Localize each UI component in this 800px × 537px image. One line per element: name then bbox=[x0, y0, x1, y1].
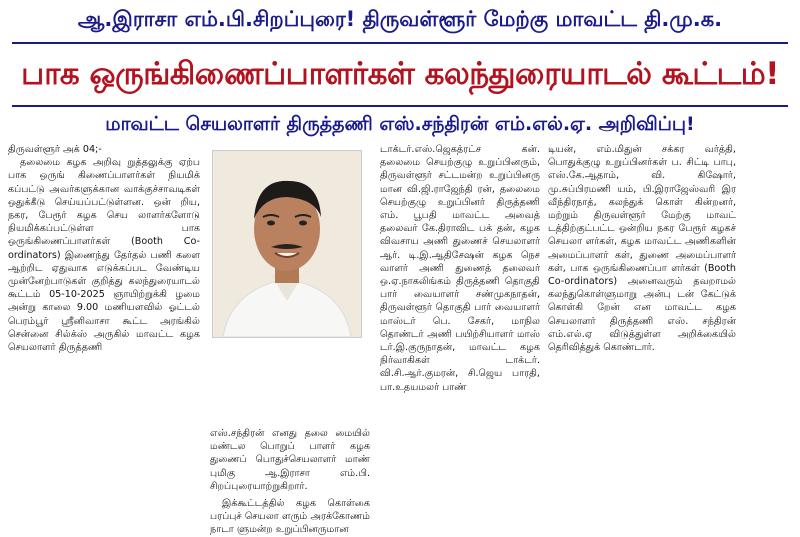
article-column-4 bbox=[548, 143, 736, 354]
article-paragraph: தலைமை கழக அறிவு றுத்தலுக்கு ஏற்ப பாக ஒருங் கிணைப்பாளர்கள் நியமிக் கப்பட்டு அவர்களுக்கான வாக்குச்சாவடிகள் ஒதுக்கீடு செய்யப்பட்டுள்ளன. ஒன் றிய, நகர, பேரூர் கழக செய லாளர்களோடு நியமிக்கப்பட்டுள்ள பாக ஒருங்கிணைப்பாளர்கள் (Booth Co-ordinators) இணைந்து தேர்தல் பணி களை ஆற்றிட ஏதுவாக எடுக்கப்பட வேண்டிய முன்னேற்பாடுகள் குறித்து கலந்துரையாடல் கூட்டம் 05-10-2025 ஞாயிற்றுக்கி ழமை அன்று காலை 9.00 மணியளவில் ஓட்டல் பெரம்பூர் ஸ்ரீனிவாசா கூட்ட அரங்கில் சென்னை சில்க்ஸ் அருகில் மாவட்ட கழக செயலாளர் திருத்தணி bbox=[8, 157, 200, 354]
portrait-photo bbox=[212, 150, 362, 338]
top-headline: ஆ.இராசா எம்.பி.சிறப்புரை! திருவள்ளூர் மேற்கு மாவட்ட தி.மு.க. bbox=[77, 6, 723, 31]
article-paragraph: டாக்டர்.எஸ்.ஜெகத்ரட்ச கன். தலைமை செயற்குழு உறுப்பினரும், திருவள்ளூர் சட்டமன்ற உறுப்பினரு மான வி.ஜி.ராஜேந்தி ரன், தலைமை செயற்குழு உறுப்பினர் திருத்தணி எம். பூபதி மாவட்ட அவைத் தலைவர் கே.திராவிட பக் தன், கழக விவசாய அணி துணைச் செயலாளர் ஆர். டி.இ.ஆதிசேஷன் கழக நெச வாளர் அணி துணைத் தலைவர் ஒ.ஏ.நாகலிங்கம் திருத்தணி தொகுதி பார் வையாளர் சண்முகநாதன், திருவள்ளூர் தொகுதி பார் வையாளர் மாஸ்டர் பெ. சேகர், மாநில தொண்டர் அணி பயிற்சியாளர் மாஸ் டர்.இ.குருநாதன், மாவட்ட கழக நிர்வாகிகள் டாக்டர். வி.சி.ஆர்.குமரன், சி.ஜெய பாரதி, பா.உதயமலர் பாண் bbox=[380, 144, 540, 393]
article-paragraph: டியன், எம்.மிதுன் சக்கர வர்த்தி, பொதுக்குழு உறுப்பினர்கள் ப. சிட்டி பாபு, எஸ்.கே.ஆதாம், வி. கிஷோர், மு.சுப்பிரமணி யம், பி.இராஜேஸ்வரி இர வீந்திரநாத், கலந்துக் கொள் கின்றனர், மற்றும் திருவள்ளூர் மேற்கு மாவட் டத்திற்குட்பட்ட ஒன்றிய நகர பேரூர் கழகச் செயலா ளர்கள், கழக மாவட்ட அணிகளின் அமைப்பாளர் கள், துணை அமைப்பாளர் கள், பாக ஒருங்கிணைப்பா ளர்கள் (Booth Co-ordinators) அனைவரும் தவறாமல் கலந்துகொள்ளுமாறு அன்பு டன் கேட்டுக் கொள்கி றேன் என மாவட்ட கழக செயலாளர் திருத்தணி எஸ். சந்திரன் எம்.எல்.ஏ விடுத்துள்ள அறிக்கையில் தெரிவித்துக் கொண்டார். bbox=[548, 144, 736, 354]
article-column-1 bbox=[8, 143, 200, 354]
article-paragraph: இக்கூட்டத்தில் கழக கொள்கை பரப்புச் செயலா ளரும் அரக்கோணம் நாடா ளுமன்ற உறுப்பினருமான bbox=[210, 498, 370, 536]
article-paragraph: எஸ்.சந்திரன் எனது தலை மையில் மண்டல பொறுப் பாளர் கழக துணைப் பொதுச்செயலாளர் மாண் புமிகு ஆ.இராசா எம்.பி. சிறப்புரையாற்றுகிறார். bbox=[210, 428, 370, 492]
dateline: திருவள்ளூர் அக் 04;- bbox=[8, 144, 102, 155]
article-column-3 bbox=[380, 143, 540, 394]
main-headline: பாக ஒருங்கிணைப்பாளர்கள் கலந்துரையாடல் கூட்டம்! bbox=[21, 56, 779, 92]
divider bbox=[12, 42, 788, 44]
article-column-2 bbox=[210, 427, 370, 537]
divider bbox=[12, 105, 788, 107]
portrait-photo-icon bbox=[213, 151, 361, 337]
sub-headline: மாவட்ட செயலாளர் திருத்தணி எஸ்.சந்திரன் எம்.எல்.ஏ. அறிவிப்பு! bbox=[105, 112, 695, 135]
